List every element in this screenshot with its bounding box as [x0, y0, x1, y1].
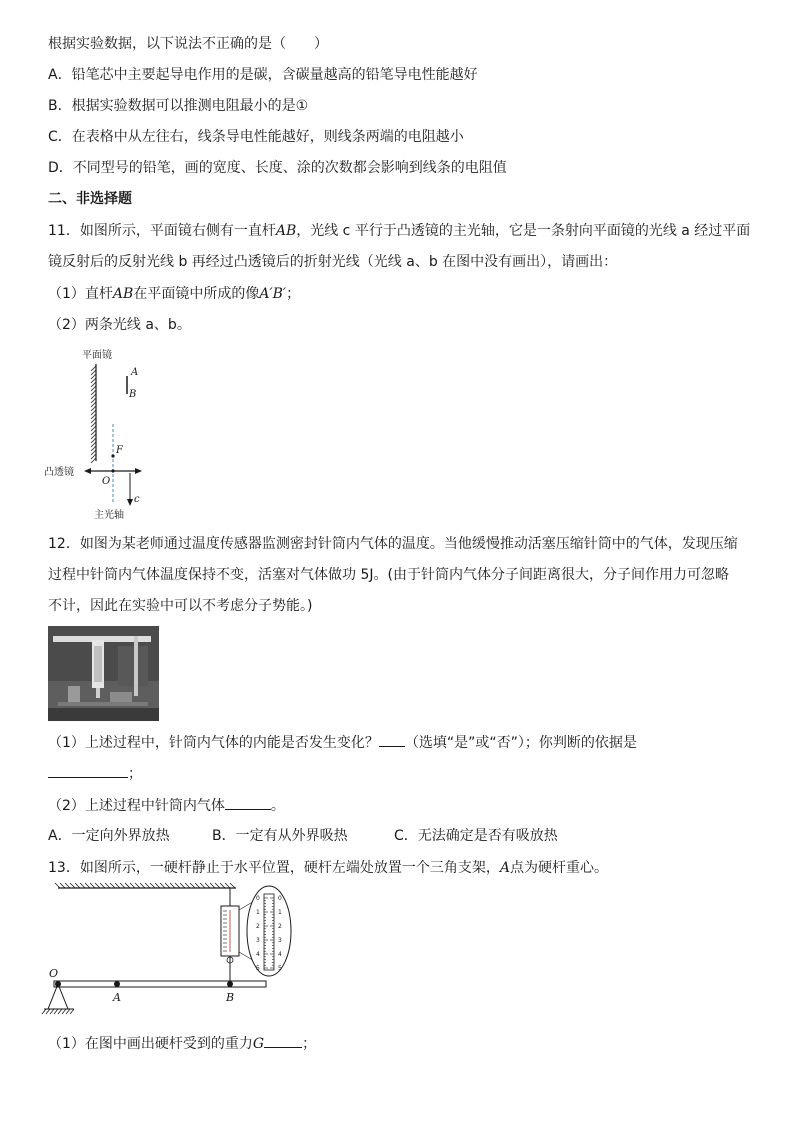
zoom-label-right: 4	[278, 951, 282, 958]
q13-stem: 13．如图所示，一硬杆静止于水平位置，硬杆左端处放置一个三角支架，A点为硬杆重心。	[48, 860, 608, 876]
q12-sub2: （2）上述过程中针筒内气体 。	[48, 795, 285, 816]
q11-sub1: （1）直杆AB在平面镜中所成的像A′B′；	[48, 286, 301, 302]
ceiling-hatching	[55, 883, 235, 888]
zoom-label-right: 2	[278, 923, 282, 930]
q13-lever-figure[interactable]	[40, 880, 300, 1020]
label-a: A	[113, 991, 121, 1004]
zoom-label-left: 0	[256, 895, 260, 902]
label-b: B	[226, 991, 235, 1004]
q10-option-c[interactable]: C．在表格中从左往右，线条导电性能越好，则线条两端的电阻越小	[48, 129, 464, 145]
axis-label: 主光轴	[94, 510, 124, 521]
lens-label: 凸透镜	[44, 467, 74, 478]
q13-sub1: （1）在图中画出硬杆受到的重力G ；	[48, 1033, 316, 1054]
label-b: B	[129, 389, 137, 400]
zoom-label-left: 5	[256, 965, 260, 972]
focal-point	[111, 454, 114, 457]
triangle-support[interactable]	[48, 984, 68, 1009]
q12-option-c[interactable]: C．无法确定是否有吸放热	[394, 828, 558, 844]
q12-stem-line1: 12．如图为某老师通过温度传感器监测密封针筒内气体的温度。当他缓慢推动活塞压缩针筒中的气体，发现压缩	[48, 536, 738, 552]
mirror-hatching	[91, 366, 96, 463]
ground-hatching	[42, 1009, 74, 1014]
q11-optics-figure[interactable]	[40, 344, 170, 524]
q10-stem: 根据实验数据，以下说法不正确的是（ ）	[48, 36, 328, 52]
zoom-label-left: 4	[256, 951, 260, 958]
q12-sub1: （1）上述过程中，针筒内气体的内能是否发生变化？ （选填“是”或“否”）；你判断的依据是	[48, 732, 637, 753]
q13-answer-blank-1[interactable]	[264, 1033, 302, 1048]
label-f: F	[116, 445, 123, 456]
lens-arrow-right	[135, 468, 142, 474]
q12-answer-blank-3[interactable]	[225, 795, 271, 810]
lens-arrow-left	[84, 468, 91, 474]
mirror-label: 平面镜	[82, 350, 112, 361]
hard-lever[interactable]	[54, 981, 266, 987]
q10-option-d[interactable]: D．不同型号的铅笔，画的宽度、长度、涂的次数都会影响到线条的电阻值	[48, 160, 507, 176]
q10-option-b[interactable]: B．根据实验数据可以推测电阻最小的是①	[48, 98, 309, 114]
zoom-label-right: 3	[278, 937, 282, 944]
q12-option-b[interactable]: B．一定有从外界吸热	[212, 828, 348, 844]
label-a: A	[131, 367, 139, 378]
label-c: c	[134, 494, 140, 505]
q11-sub2: （2）两条光线 a、b。	[48, 317, 191, 333]
scale-zoom	[247, 886, 291, 976]
ray-c-arrow	[127, 499, 133, 506]
zoom-label-left: 3	[256, 937, 260, 944]
zoom-label-right: 1	[278, 909, 282, 916]
zoom-label-right: 0	[278, 895, 282, 902]
syringe-photo	[48, 626, 159, 721]
q12-stem-line3: 不计，因此在实验中可以不考虑分子势能。)	[48, 598, 313, 614]
zoom-label-left: 2	[256, 923, 260, 930]
q10-option-a[interactable]: A．铅笔芯中主要起导电作用的是碳，含碳量越高的铅笔导电性能越好	[48, 67, 478, 83]
q12-sub1-reason: ；	[48, 763, 142, 784]
zoom-label-right: 5	[278, 965, 282, 972]
label-o: O	[49, 967, 59, 980]
zoom-label-left: 1	[256, 909, 260, 916]
section-title: 二、非选择题	[48, 191, 132, 207]
point-a	[114, 981, 120, 987]
q11-stem-line1: 11．如图所示，平面镜右侧有一直杆AB，光线 c 平行于凸透镜的主光轴，它是一条射向平面镜的光线 a 经过平面	[48, 223, 751, 239]
label-o: O	[102, 476, 111, 487]
point-b	[227, 981, 233, 987]
q11-stem-line2: 镜反射后的反射光线 b 再经过凸透镜后的折射光线（光线 a、b 在图中没有画出），请画出：	[48, 254, 618, 270]
q12-stem-line2: 过程中针筒内气体温度保持不变，活塞对气体做功 5J。(由于针筒内气体分子间距离很大，分子间作用力可忽略	[48, 567, 729, 583]
optical-center	[111, 469, 114, 472]
q12-answer-blank-1[interactable]	[379, 732, 405, 747]
q12-option-a[interactable]: A．一定向外界放热	[48, 828, 170, 844]
q12-answer-blank-2[interactable]	[48, 763, 128, 778]
